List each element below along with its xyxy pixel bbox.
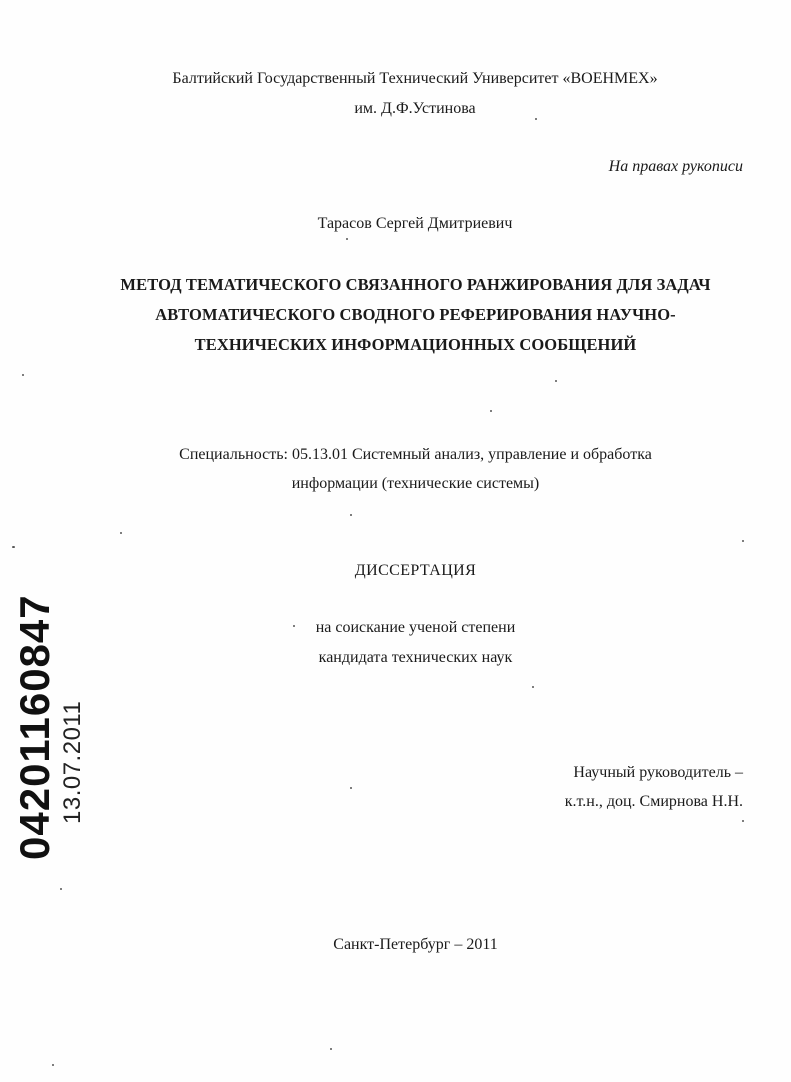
dissertation-title [60,270,771,360]
author-name: Тарасов Сергей Дмитриевич [317,215,513,232]
supervisor-name: к.т.н., доц. Смирнова Н.Н. [564,793,743,810]
scan-speck [293,625,295,627]
scan-speck [330,1048,332,1050]
scan-speck [350,787,352,789]
degree-line: кандидата технических наук [318,649,513,666]
specialty-line: Специальность: 05.13.01 Системный анализ, управление и обработка [179,446,652,463]
supervisor-label: Научный руководитель – [573,764,743,781]
scan-speck [350,514,352,516]
scan-speck [535,118,537,120]
university-name: Балтийский Государственный Технический Университет «ВОЕНМЕХ» [172,70,658,87]
scan-speck [742,540,744,542]
scan-speck [555,380,557,382]
scan-speck [52,1064,54,1066]
manuscript-rights-note: На правах рукописи [608,158,743,175]
city-year: Санкт-Петербург – 2011 [333,936,498,953]
title-line: АВТОМАТИЧЕСКОГО СВОДНОГО РЕФЕРИРОВАНИЯ НАУЧНО- [155,305,676,324]
scan-speck [60,888,62,890]
scan-speck [22,374,24,376]
title-line: ТЕХНИЧЕСКИХ ИНФОРМАЦИОННЫХ СООБЩЕНИЙ [194,335,637,354]
scan-speck [120,532,122,534]
scan-speck [532,686,534,688]
library-stamp-number: 04201160847 [11,594,58,860]
scan-speck [12,546,15,548]
scan-speck [742,820,744,822]
title-line: МЕТОД ТЕМАТИЧЕСКОГО СВЯЗАННОГО РАНЖИРОВАНИЯ ДЛЯ ЗАДАЧ [120,275,711,294]
specialty-line: информации (технические системы) [291,475,540,492]
university-named-after: им. Д.Ф.Устинова [354,100,476,117]
library-stamp-date: 13.07.2011 [59,700,86,824]
scan-speck [490,410,492,412]
document-type-heading: ДИССЕРТАЦИЯ [354,562,477,579]
scan-speck [346,238,348,240]
degree-line: на соискание ученой степени [315,619,516,636]
